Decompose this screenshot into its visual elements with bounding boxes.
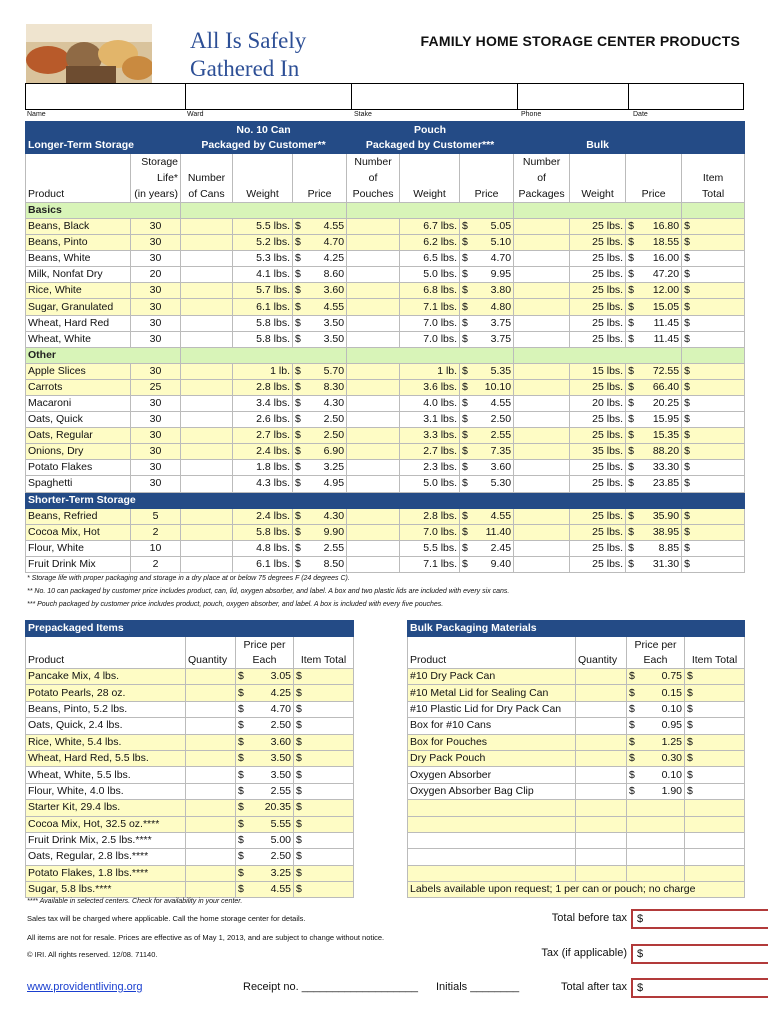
product-name: Beans, Refried — [26, 508, 131, 524]
item-name: Wheat, Hard Red, 5.5 lbs. — [26, 750, 186, 766]
table-row: Wheat, Hard Red 30 5.8 lbs. $ 3.50 7.0 lbs. $ 3.75 25 lbs. $ 11.45 $ — [26, 315, 745, 331]
qty-packages[interactable] — [514, 235, 570, 251]
quantity-cell[interactable] — [576, 669, 627, 685]
product-name: Milk, Nonfat Dry — [26, 267, 131, 283]
table-row: Beans, Refried 5 2.4 lbs. $ 4.30 2.8 lbs. $ 4.55 25 lbs. $ 35.90 $ — [26, 508, 745, 524]
item-name: Flour, White, 4.0 lbs. — [26, 783, 186, 799]
table-row: Beans, White 30 5.3 lbs. $ 4.25 6.5 lbs. $ 4.70 25 lbs. $ 16.00 $ — [26, 251, 745, 267]
main-products-table — [25, 121, 745, 573]
qty-packages[interactable] — [514, 219, 570, 235]
section-row: Shorter-Term Storage — [26, 492, 745, 508]
item-name: Oats, Quick, 2.4 lbs. — [26, 718, 186, 734]
item-total[interactable]: $ — [682, 508, 745, 524]
qty-packages[interactable] — [514, 395, 570, 411]
product-name: Flour, White — [26, 540, 131, 556]
title-line-1: All Is Safely — [190, 28, 307, 53]
qty-pouches[interactable] — [347, 315, 400, 331]
total-after-tax-field[interactable] — [631, 978, 768, 998]
quantity-cell[interactable] — [186, 849, 236, 865]
item-total[interactable]: $ — [685, 685, 745, 701]
product-name: Macaroni — [26, 395, 131, 411]
qty-packages[interactable] — [514, 476, 570, 492]
quantity-cell[interactable] — [576, 701, 627, 717]
table-row: Flour, White 10 4.8 lbs. $ 2.55 5.5 lbs. $ 2.45 25 lbs. $ 8.85 $ — [26, 540, 745, 556]
item-total[interactable]: $ — [682, 331, 745, 347]
tax-label: Tax (if applicable) — [541, 947, 627, 959]
quantity-cell[interactable] — [576, 783, 627, 799]
product-name: Rice, White — [26, 283, 131, 299]
quantity-cell[interactable] — [186, 669, 236, 685]
phone-field[interactable] — [518, 84, 630, 109]
qty-packages[interactable] — [514, 331, 570, 347]
item-name: Oats, Regular, 2.8 lbs.**** — [26, 849, 186, 865]
qty-cans[interactable] — [181, 219, 233, 235]
item-name — [408, 800, 576, 816]
table-row: Onions, Dry 30 2.4 lbs. $ 6.90 2.7 lbs. $ 7.35 35 lbs. $ 88.20 $ — [26, 444, 745, 460]
qty-pouches[interactable] — [347, 331, 400, 347]
list-item: Box for #10 Cans $ 0.95 $ — [408, 718, 745, 734]
product-name: Beans, Pinto — [26, 235, 131, 251]
total-before-tax-field[interactable] — [631, 909, 768, 929]
total-heading-blank — [682, 122, 745, 154]
ward-field[interactable] — [186, 84, 353, 109]
item-name: Rice, White, 5.4 lbs. — [26, 734, 186, 750]
item-name: Oxygen Absorber Bag Clip — [408, 783, 576, 799]
qty-pouches[interactable] — [347, 540, 400, 556]
qty-pouches[interactable] — [347, 444, 400, 460]
receipt-number[interactable]: Receipt no. ___________________ — [243, 981, 418, 993]
product-name: Spaghetti — [26, 476, 131, 492]
qty-cans[interactable] — [181, 299, 233, 315]
item-total[interactable]: $ — [294, 800, 354, 816]
product-name: Potato Flakes — [26, 460, 131, 476]
item-total[interactable]: $ — [682, 283, 745, 299]
qty-cans[interactable] — [181, 460, 233, 476]
qty-cans[interactable] — [181, 267, 233, 283]
bulk-heading: Bulk — [514, 122, 682, 154]
qty-pouches[interactable] — [347, 395, 400, 411]
item-total[interactable]: $ — [682, 315, 745, 331]
item-name: Dry Pack Pouch — [408, 750, 576, 766]
footnote-3: *** Pouch packaged by customer price includes product, pouch, oxygen absorber, and label. A box is included with every five pouches. — [27, 601, 444, 608]
product-name: Beans, Black — [26, 219, 131, 235]
table-row: Macaroni 30 3.4 lbs. $ 4.30 4.0 lbs. $ 4.55 20 lbs. $ 20.25 $ — [26, 395, 745, 411]
section-row: Basics — [26, 203, 745, 219]
quantity-cell[interactable] — [186, 783, 236, 799]
list-item: Box for Pouches $ 1.25 $ — [408, 734, 745, 750]
product-name: Apple Slices — [26, 363, 131, 379]
initials-field[interactable]: Initials ________ — [436, 981, 520, 993]
qty-cans[interactable] — [181, 540, 233, 556]
item-total[interactable]: $ — [294, 734, 354, 750]
qty-cans[interactable] — [181, 508, 233, 524]
qty-packages[interactable] — [514, 428, 570, 444]
product-name: Sugar, Granulated — [26, 299, 131, 315]
product-name: Wheat, Hard Red — [26, 315, 131, 331]
list-item: Flour, White, 4.0 lbs. $ 2.55 $ — [26, 783, 354, 799]
qty-pouches[interactable] — [347, 428, 400, 444]
qty-cans[interactable] — [181, 476, 233, 492]
item-total[interactable]: $ — [685, 718, 745, 734]
item-total[interactable]: $ — [294, 750, 354, 766]
qty-pouches[interactable] — [347, 267, 400, 283]
list-item — [408, 816, 745, 832]
quantity-cell[interactable] — [576, 832, 627, 848]
item-total[interactable]: $ — [294, 832, 354, 848]
qty-packages[interactable] — [514, 379, 570, 395]
table-row: Sugar, Granulated 30 6.1 lbs. $ 4.55 7.1 lbs. $ 4.80 25 lbs. $ 15.05 $ — [26, 299, 745, 315]
small-table-header-row: Product Quantity Price per Each Item Total — [408, 637, 745, 669]
quantity-cell[interactable] — [576, 685, 627, 701]
item-total[interactable]: $ — [682, 412, 745, 428]
customer-info-labels — [25, 110, 744, 120]
qty-cans[interactable] — [181, 315, 233, 331]
list-item: Cocoa Mix, Hot, 32.5 oz.**** $ 5.55 $ — [26, 816, 354, 832]
table-row: Apple Slices 30 1 lb. $ 5.70 1 lb. $ 5.35 15 lbs. $ 72.55 $ — [26, 363, 745, 379]
list-item: Beans, Pinto, 5.2 lbs. $ 4.70 $ — [26, 701, 354, 717]
label-date: Date — [633, 111, 648, 118]
availability-note: **** Available in selected centers. Check for availability in your center. — [27, 898, 243, 905]
list-item: Starter Kit, 29.4 lbs. $ 20.35 $ — [26, 800, 354, 816]
item-name: Box for #10 Cans — [408, 718, 576, 734]
quantity-cell[interactable] — [186, 832, 236, 848]
product-name: Fruit Drink Mix — [26, 556, 131, 572]
document-title: FAMILY HOME STORAGE CENTER PRODUCTS — [420, 33, 740, 49]
qty-pouches[interactable] — [347, 379, 400, 395]
item-name — [408, 849, 576, 865]
quantity-cell[interactable] — [576, 750, 627, 766]
qty-cans[interactable] — [181, 235, 233, 251]
qty-packages[interactable] — [514, 315, 570, 331]
table-row: Fruit Drink Mix 2 6.1 lbs. $ 8.50 7.1 lbs. $ 9.40 25 lbs. $ 31.30 $ — [26, 556, 745, 572]
item-name: Pancake Mix, 4 lbs. — [26, 669, 186, 685]
item-total[interactable]: $ — [682, 363, 745, 379]
list-item: Wheat, Hard Red, 5.5 lbs. $ 3.50 $ — [26, 750, 354, 766]
quantity-cell[interactable] — [186, 750, 236, 766]
product-name: Oats, Regular — [26, 428, 131, 444]
list-item: Oxygen Absorber $ 0.10 $ — [408, 767, 745, 783]
header-photo — [26, 24, 152, 84]
qty-packages[interactable] — [514, 444, 570, 460]
item-total[interactable]: $ — [685, 701, 745, 717]
item-name: Sugar, 5.8 lbs.**** — [26, 882, 186, 898]
item-total[interactable]: $ — [685, 750, 745, 766]
product-name: Wheat, White — [26, 331, 131, 347]
item-total[interactable]: $ — [682, 235, 745, 251]
page-title — [190, 27, 306, 83]
qty-packages[interactable] — [514, 363, 570, 379]
product-name: Beans, White — [26, 251, 131, 267]
item-total[interactable]: $ — [685, 767, 745, 783]
item-total[interactable] — [685, 832, 745, 848]
item-total[interactable] — [685, 816, 745, 832]
list-item: Potato Flakes, 1.8 lbs.**** $ 3.25 $ — [26, 865, 354, 881]
table-row: Wheat, White 30 5.8 lbs. $ 3.50 7.0 lbs. $ 3.75 25 lbs. $ 11.45 $ — [26, 331, 745, 347]
item-total[interactable]: $ — [682, 540, 745, 556]
qty-packages[interactable] — [514, 508, 570, 524]
list-item — [408, 849, 745, 865]
small-table-header-row: Product Quantity Price per Each Item Total — [26, 637, 354, 669]
item-total[interactable]: $ — [682, 267, 745, 283]
item-total[interactable]: $ — [294, 685, 354, 701]
item-total[interactable]: $ — [682, 444, 745, 460]
item-total[interactable]: $ — [294, 669, 354, 685]
label-stake: Stake — [354, 111, 372, 118]
quantity-cell[interactable] — [576, 718, 627, 734]
can-heading: No. 10 Can Packaged by Customer** — [181, 122, 347, 154]
quantity-cell[interactable] — [186, 816, 236, 832]
total-after-tax-label: Total after tax — [560, 981, 627, 993]
currency-symbol: $ — [637, 982, 644, 994]
qty-packages[interactable] — [514, 412, 570, 428]
item-name — [408, 865, 576, 881]
item-name: Beans, Pinto, 5.2 lbs. — [26, 701, 186, 717]
qty-packages[interactable] — [514, 251, 570, 267]
table-row: Cocoa Mix, Hot 2 5.8 lbs. $ 9.90 7.0 lbs. $ 11.40 25 lbs. $ 38.95 $ — [26, 524, 745, 540]
footnote-1: * Storage life with proper packaging and storage in a dry place at or below 75 degrees F (24 degrees C). — [27, 575, 350, 582]
qty-cans[interactable] — [181, 379, 233, 395]
qty-pouches[interactable] — [347, 283, 400, 299]
item-name: Fruit Drink Mix, 2.5 lbs.**** — [26, 832, 186, 848]
list-item: Sugar, 5.8 lbs.**** $ 4.55 $ — [26, 882, 354, 898]
quantity-cell[interactable] — [576, 849, 627, 865]
item-total[interactable]: $ — [682, 299, 745, 315]
date-field[interactable] — [629, 84, 743, 109]
title-line-2: Gathered In — [190, 56, 300, 81]
footnotes — [27, 575, 743, 614]
customer-info-box[interactable] — [25, 83, 744, 110]
qty-cans[interactable] — [181, 395, 233, 411]
list-item: Dry Pack Pouch $ 0.30 $ — [408, 750, 745, 766]
item-total[interactable]: $ — [682, 556, 745, 572]
qty-packages[interactable] — [514, 283, 570, 299]
qty-cans[interactable] — [181, 283, 233, 299]
item-name: Wheat, White, 5.5 lbs. — [26, 767, 186, 783]
item-total[interactable]: $ — [685, 734, 745, 750]
qty-packages[interactable] — [514, 460, 570, 476]
item-total[interactable]: $ — [294, 882, 354, 898]
quantity-cell[interactable] — [576, 816, 627, 832]
quantity-cell[interactable] — [576, 767, 627, 783]
lts-heading: Longer-Term Storage — [26, 122, 181, 154]
item-name: Potato Pearls, 28 oz. — [26, 685, 186, 701]
list-item: #10 Plastic Lid for Dry Pack Can $ 0.10 $ — [408, 701, 745, 717]
item-total[interactable]: $ — [682, 379, 745, 395]
item-total[interactable]: $ — [682, 476, 745, 492]
currency-symbol: $ — [637, 913, 644, 925]
qty-cans[interactable] — [181, 556, 233, 572]
item-name — [408, 832, 576, 848]
qty-pouches[interactable] — [347, 508, 400, 524]
item-total[interactable]: $ — [294, 783, 354, 799]
qty-packages[interactable] — [514, 524, 570, 540]
table-row: Milk, Nonfat Dry 20 4.1 lbs. $ 8.60 5.0 lbs. $ 9.95 25 lbs. $ 47.20 $ — [26, 267, 745, 283]
quantity-cell[interactable] — [186, 882, 236, 898]
item-name: Cocoa Mix, Hot, 32.5 oz.**** — [26, 816, 186, 832]
item-total[interactable] — [685, 865, 745, 881]
qty-pouches[interactable] — [347, 299, 400, 315]
qty-pouches[interactable] — [347, 219, 400, 235]
section-row: Other — [26, 347, 745, 363]
product-name: Oats, Quick — [26, 412, 131, 428]
qty-cans[interactable] — [181, 428, 233, 444]
item-total[interactable]: $ — [294, 849, 354, 865]
quantity-cell[interactable] — [186, 734, 236, 750]
qty-pouches[interactable] — [347, 251, 400, 267]
label-phone: Phone — [521, 111, 542, 118]
table-row: Beans, Black 30 5.5 lbs. $ 4.55 6.7 lbs. $ 5.05 25 lbs. $ 16.80 $ — [26, 219, 745, 235]
item-total[interactable]: $ — [682, 219, 745, 235]
quantity-cell[interactable] — [186, 685, 236, 701]
qty-pouches[interactable] — [347, 460, 400, 476]
product-name: Cocoa Mix, Hot — [26, 524, 131, 540]
item-total[interactable]: $ — [682, 428, 745, 444]
item-name: Oxygen Absorber — [408, 767, 576, 783]
label-ward: Ward — [187, 111, 204, 118]
website-link[interactable]: www.providentliving.org — [27, 981, 143, 993]
qty-cans[interactable] — [181, 412, 233, 428]
item-total[interactable]: $ — [682, 460, 745, 476]
table-row: Spaghetti 30 4.3 lbs. $ 4.95 5.0 lbs. $ 5.30 25 lbs. $ 23.85 $ — [26, 476, 745, 492]
item-name: #10 Dry Pack Can — [408, 669, 576, 685]
item-total[interactable]: $ — [682, 251, 745, 267]
list-item — [408, 832, 745, 848]
small-table-title-row: Prepackaged Items — [26, 621, 354, 637]
item-total[interactable] — [685, 849, 745, 865]
list-item: Oats, Regular, 2.8 lbs.**** $ 2.50 $ — [26, 849, 354, 865]
item-name: Potato Flakes, 1.8 lbs.**** — [26, 865, 186, 881]
labels-note-row: Labels available upon request; 1 per can or pouch; no charge — [408, 882, 745, 898]
table-row: Carrots 25 2.8 lbs. $ 8.30 3.6 lbs. $ 10.10 25 lbs. $ 66.40 $ — [26, 379, 745, 395]
qty-pouches[interactable] — [347, 476, 400, 492]
list-item: #10 Metal Lid for Sealing Can $ 0.15 $ — [408, 685, 745, 701]
table-row: Beans, Pinto 30 5.2 lbs. $ 4.70 6.2 lbs. $ 5.10 25 lbs. $ 18.55 $ — [26, 235, 745, 251]
item-name: Box for Pouches — [408, 734, 576, 750]
tax-field[interactable] — [631, 944, 768, 964]
qty-packages[interactable] — [514, 299, 570, 315]
tax-note: Sales tax will be charged where applicable. Call the home storage center for details. — [27, 914, 306, 923]
table-row: Oats, Regular 30 2.7 lbs. $ 2.50 3.3 lbs. $ 2.55 25 lbs. $ 15.35 $ — [26, 428, 745, 444]
footnote-2: ** No. 10 can packaged by customer price includes product, can, lid, oxygen absorber, and label. A box and two plastic lids are included with every six cans. — [27, 588, 510, 595]
quantity-cell[interactable] — [186, 718, 236, 734]
total-before-tax-label: Total before tax — [551, 912, 627, 924]
item-total[interactable]: $ — [682, 524, 745, 540]
qty-cans[interactable] — [181, 444, 233, 460]
quantity-cell[interactable] — [576, 865, 627, 881]
currency-symbol: $ — [637, 948, 644, 960]
quantity-cell[interactable] — [576, 734, 627, 750]
item-name — [408, 816, 576, 832]
product-name: Onions, Dry — [26, 444, 131, 460]
name-field[interactable] — [26, 84, 186, 109]
bulk-packaging-table — [407, 620, 745, 898]
list-item: Oats, Quick, 2.4 lbs. $ 2.50 $ — [26, 718, 354, 734]
item-total[interactable]: $ — [294, 865, 354, 881]
item-total[interactable]: $ — [294, 701, 354, 717]
qty-pouches[interactable] — [347, 556, 400, 572]
quantity-cell[interactable] — [186, 701, 236, 717]
list-item: Fruit Drink Mix, 2.5 lbs.**** $ 5.00 $ — [26, 832, 354, 848]
list-item: Rice, White, 5.4 lbs. $ 3.60 $ — [26, 734, 354, 750]
product-name: Carrots — [26, 379, 131, 395]
item-total[interactable]: $ — [294, 816, 354, 832]
qty-pouches[interactable] — [347, 235, 400, 251]
qty-cans[interactable] — [181, 331, 233, 347]
pouch-heading: Pouch Packaged by Customer*** — [347, 122, 514, 154]
item-name: #10 Plastic Lid for Dry Pack Can — [408, 701, 576, 717]
small-table-title-row: Bulk Packaging Materials — [408, 621, 745, 637]
qty-cans[interactable] — [181, 251, 233, 267]
label-name: Name — [27, 111, 46, 118]
item-total[interactable]: $ — [294, 767, 354, 783]
qty-packages[interactable] — [514, 540, 570, 556]
item-total[interactable]: $ — [685, 669, 745, 685]
qty-packages[interactable] — [514, 556, 570, 572]
prepackaged-items-table — [25, 620, 354, 898]
column-header-row: Product Storage Life* (in years) Number of Cans Weight Price Number of Pouches Weight Price Number of Packages Weight Price Item Total — [26, 154, 745, 203]
qty-packages[interactable] — [514, 267, 570, 283]
quantity-cell[interactable] — [576, 800, 627, 816]
quantity-cell[interactable] — [186, 865, 236, 881]
qty-pouches[interactable] — [347, 524, 400, 540]
quantity-cell[interactable] — [186, 767, 236, 783]
list-item — [408, 865, 745, 881]
item-name: #10 Metal Lid for Sealing Can — [408, 685, 576, 701]
main-header-row — [26, 122, 745, 154]
stake-field[interactable] — [352, 84, 518, 109]
list-item — [408, 800, 745, 816]
quantity-cell[interactable] — [186, 800, 236, 816]
table-row: Rice, White 30 5.7 lbs. $ 3.60 6.8 lbs. $ 3.80 25 lbs. $ 12.00 $ — [26, 283, 745, 299]
qty-pouches[interactable] — [347, 363, 400, 379]
table-row: Oats, Quick 30 2.6 lbs. $ 2.50 3.1 lbs. $ 2.50 25 lbs. $ 15.95 $ — [26, 412, 745, 428]
item-total[interactable]: $ — [685, 783, 745, 799]
list-item: Oxygen Absorber Bag Clip $ 1.90 $ — [408, 783, 745, 799]
resale-note: All items are not for resale. Prices are effective as of May 1, 2013, and are subject to change without notice. — [27, 933, 385, 942]
qty-cans[interactable] — [181, 363, 233, 379]
item-name: Starter Kit, 29.4 lbs. — [26, 800, 186, 816]
qty-pouches[interactable] — [347, 412, 400, 428]
list-item: Wheat, White, 5.5 lbs. $ 3.50 $ — [26, 767, 354, 783]
qty-cans[interactable] — [181, 524, 233, 540]
item-total[interactable]: $ — [294, 718, 354, 734]
list-item: #10 Dry Pack Can $ 0.75 $ — [408, 669, 745, 685]
item-total[interactable]: $ — [682, 395, 745, 411]
list-item: Pancake Mix, 4 lbs. $ 3.05 $ — [26, 669, 354, 685]
copyright: © IRI. All rights reserved. 12/08. 71140. — [27, 950, 158, 959]
item-total[interactable] — [685, 800, 745, 816]
table-row: Potato Flakes 30 1.8 lbs. $ 3.25 2.3 lbs. $ 3.60 25 lbs. $ 33.30 $ — [26, 460, 745, 476]
list-item: Potato Pearls, 28 oz. $ 4.25 $ — [26, 685, 354, 701]
